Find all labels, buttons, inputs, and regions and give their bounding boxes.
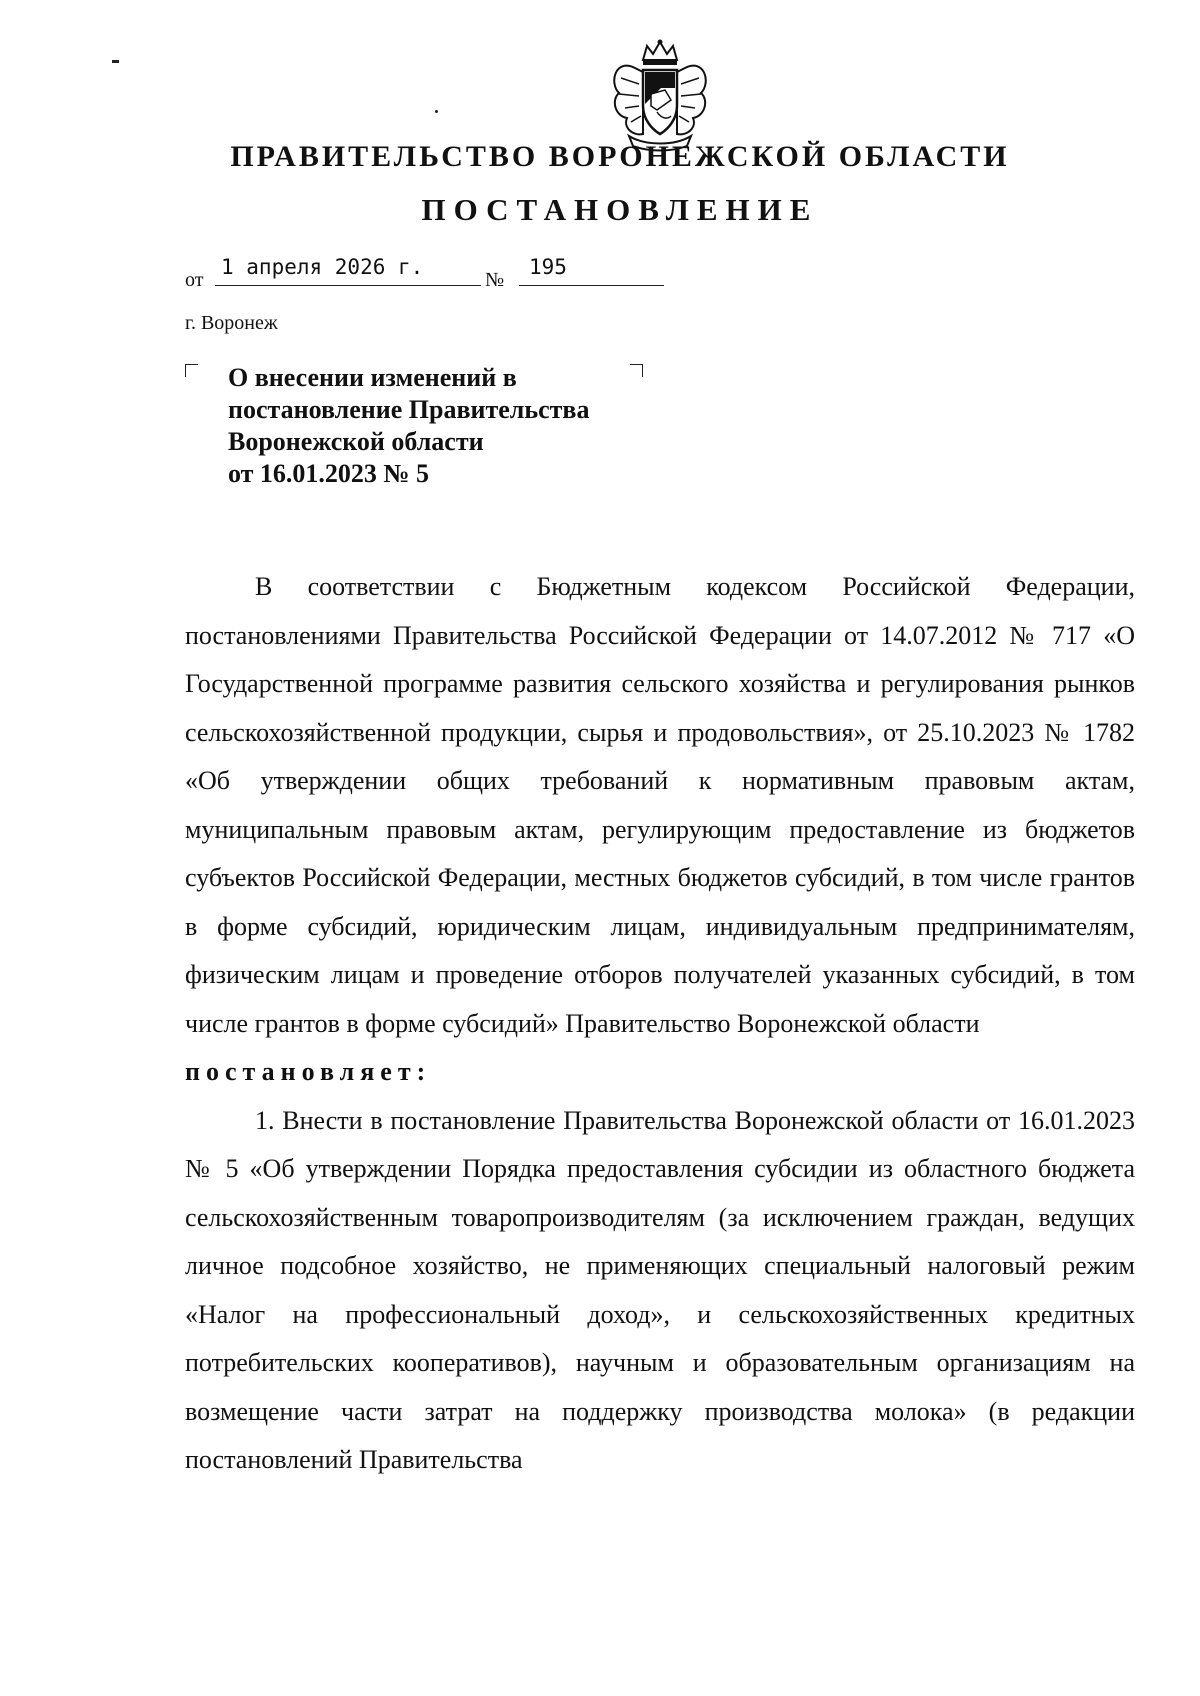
document-date: 1 апреля 2026 г.	[215, 255, 481, 286]
scan-dot	[435, 110, 438, 113]
document-type: ПОСТАНОВЛЕНИЕ	[421, 192, 819, 227]
subject-corner-left	[185, 364, 198, 377]
subject-line: О внесении изменений в	[228, 363, 517, 392]
document-number: 195	[519, 255, 664, 286]
number-label: №	[485, 269, 505, 291]
city: г. Воронеж	[185, 312, 278, 334]
subject-line: Воронежской области	[228, 427, 484, 456]
scan-mark	[112, 60, 119, 63]
subject-line: постановление Правительства	[228, 395, 590, 424]
resolves-word: постановляет:	[185, 1057, 432, 1086]
subject-line: от 16.01.2023 № 5	[228, 459, 430, 488]
document-body	[185, 563, 1135, 1485]
preamble-paragraph: В соответствии с Бюджетным кодексом Российской Федерации, постановлениями Правительства Российской Федерации от 14.07.2012 № 717 «О Государственной программе развития сельского хозяйства и регулирования рынков сельскохозяйственной продукции, сырья и продовольствия», от 25.10.2023 № 1782 «Об утверждении общих требований к нормативным правовым актам, муниципальным правовым актам, регулирующим предоставление из бюджетов субъектов Российской Федерации, местных бюджетов субсидий, в том числе грантов в форме субсидий, юридическим лицам, индивидуальным предпринимателям, физическим лицам и проведение отборов получателей указанных субсидий, в том числе грантов в форме субсидий» Правительство Воронежской области	[185, 572, 1135, 1038]
coat-of-arms-icon	[605, 38, 715, 153]
organization-name: ПРАВИТЕЛЬСТВО ВОРОНЕЖСКОЙ ОБЛАСТИ	[230, 140, 1010, 173]
item-1-paragraph: 1. Внести в постановление Правительства Воронежской области от 16.01.2023 № 5 «Об утверждении Порядка предоставления субсидии из областного бюджета сельскохозяйственным товаропроизводителям (за исключением граждан, ведущих личное подсобное хозяйство, не применяющих специальный налоговый режим «Налог на профессиональный доход», и сельскохозяйственных кредитных потребительских кооперативов), научным и образовательным организациям на возмещение части затрат на поддержку производства молока» (в редакции постановлений Правительства	[185, 1105, 1135, 1474]
document-subject	[228, 362, 648, 490]
dateline	[185, 255, 685, 289]
date-label: от	[185, 269, 204, 291]
